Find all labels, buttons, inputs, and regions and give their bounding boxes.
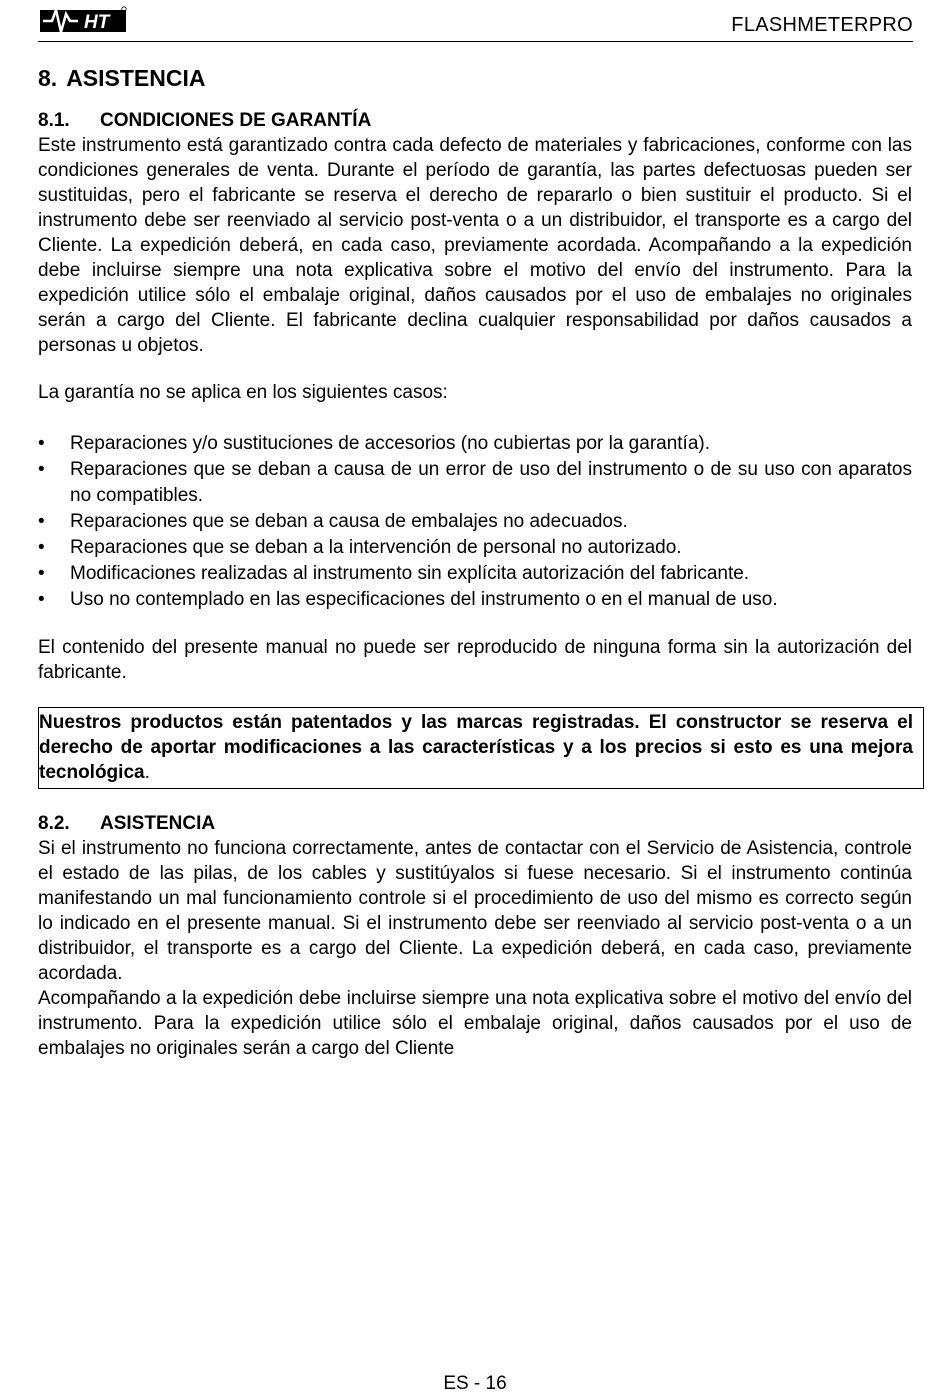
ht-logo-icon bbox=[40, 6, 128, 36]
notice-text bbox=[39, 710, 913, 785]
document-name: FLASHMETERPRO bbox=[731, 14, 913, 36]
assistance-number: 8.2. bbox=[38, 813, 70, 834]
assistance-paragraph-2: Acompañando a la expedición debe incluirse siempre una nota explicativa sobre el motivo del envío del instrumento. Para la expedición utilice sólo el embalaje original, daños causados por el uso de embalajes no originales serán a cargo del Cliente bbox=[38, 988, 912, 1059]
warranty-heading bbox=[38, 108, 912, 133]
page-number: ES - 16 bbox=[443, 1373, 507, 1394]
section-heading bbox=[38, 62, 912, 94]
exclusions-intro: La garantía no se aplica en los siguientes casos: bbox=[38, 382, 448, 403]
notice-box bbox=[38, 707, 924, 789]
list-item: • Reparaciones que se deban a causa de un error de uso del instrumento o de su uso con aparatos no compatibles. bbox=[38, 457, 912, 509]
exclusions-list bbox=[38, 431, 912, 613]
assistance-paragraph-1: Si el instrumento no funciona correctamente, antes de contactar con el Servicio de Asistencia, controle el estado de las pilas, de los cables y sustitúyalos si fuese necesario. Si el instrumento continúa manifestando un mal funcionamiento controle si el procedimiento de uso del mismo es correcto según lo indicado en el presente manual. Si el instrumento debe ser reenviado al servicio post-venta o a un distribuidor, el transporte es a cargo del Cliente. La expedición deberá, en cada caso, previamente acordada. bbox=[38, 838, 912, 984]
list-item: • Modificaciones realizadas al instrumento sin explícita autorización del fabricante. bbox=[38, 561, 912, 587]
svg-text:HT: HT bbox=[84, 12, 110, 33]
section-title: ASISTENCIA bbox=[66, 65, 206, 91]
notice-bold-text: Nuestros productos están patentados y las marcas registradas. El constructor se reserva el derecho de aportar modificaciones a las características y a los precios si esto es una mejora tecnológica bbox=[39, 712, 913, 783]
warranty-paragraph: Este instrumento está garantizado contra cada defecto de materiales y fabricaciones, conforme con las condiciones generales de venta. Durante el período de garantía, las partes defectuosas pueden ser sustituidas, pero el fabricante se reserva el derecho de repararlo o bien sustituir el producto. Si el instrumento debe ser reenviado al servicio post-venta o a un distribuidor, el transporte es a cargo del Cliente. La expedición deberá, en cada caso, previamente acordada. Acompañando a la expedición debe incluirse siempre una nota explicativa sobre el motivo del envío del instrumento. Para la expedición utilice sólo el embalaje original, daños causados por el uso de embalajes no originales serán a cargo del Cliente. El fabricante declina cualquier responsabilidad por daños causados a personas u objetos. bbox=[38, 135, 912, 356]
warranty-title: CONDICIONES DE GARANTÍA bbox=[100, 110, 372, 131]
list-item: • Uso no contemplado en las especificaciones del instrumento o en el manual de uso. bbox=[38, 587, 912, 613]
assistance-title: ASISTENCIA bbox=[100, 813, 216, 834]
section-number: 8. bbox=[38, 65, 58, 91]
page-content bbox=[38, 62, 912, 1061]
notice-end: . bbox=[144, 762, 150, 783]
copyright-paragraph: El contenido del presente manual no puede ser reproducido de ninguna forma sin la autorización del fabricante. bbox=[38, 637, 912, 683]
list-item: • Reparaciones y/o sustituciones de accesorios (no cubiertas por la garantía). bbox=[38, 431, 912, 457]
warranty-number: 8.1. bbox=[38, 110, 70, 131]
list-item: • Reparaciones que se deban a la intervención de personal no autorizado. bbox=[38, 535, 912, 561]
assistance-heading bbox=[38, 811, 912, 836]
list-item: • Reparaciones que se deban a causa de embalajes no adecuados. bbox=[38, 509, 912, 535]
page-header bbox=[38, 0, 913, 42]
